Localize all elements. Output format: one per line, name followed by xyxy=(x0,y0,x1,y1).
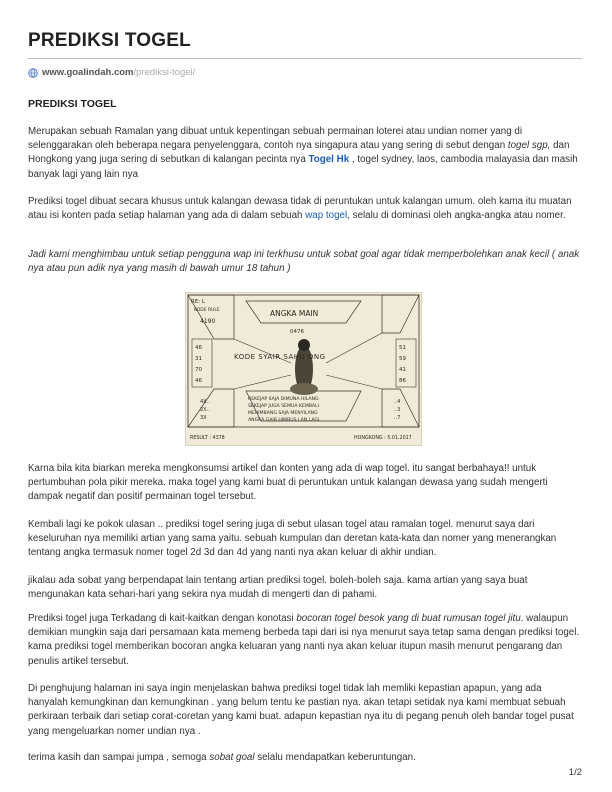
paragraph-9-text-b: selalu mendapatkan keberuntungan. xyxy=(254,752,416,763)
figure-bottom-left-1: 4X.. xyxy=(200,399,210,405)
paragraph-8: Di penghujung halaman ini saya ingin menjelaskan bahwa prediksi togel tidak lah memliki kepastian apapun, yang ada hanyalah kemungkinan dan kemungkinan . yang belum tentu ke pastian nya. akan tetapi setidak nya kami membuat sebuah perkiraan terbaik dari setiap corat-coretan yang kami buat. adapun kepastian nya itu di pegang penuh oleh bandar togel pusat yang mengeluarkan nomer undian nya . xyxy=(28,683,574,737)
paragraph-7-text-b: . walaupun demikian mungkin saja dari persamaan kata memeng berbeda tapi dari isi nya menurut saya tetap sama dengan prediksi togel. kama prediksi togel memberikan bocoran angka keluaran yang nanti nya akan keluar itupun masih menurut pengarang dan penulis artikel tersebut. xyxy=(28,613,580,667)
paragraph-3 xyxy=(28,248,582,276)
figure-bottom-right-1: ..4 xyxy=(394,399,401,405)
figure-left-num-2: 31 xyxy=(195,356,202,362)
togel-hk-link[interactable]: Togel Hk xyxy=(308,154,350,166)
article-heading: PREDIKSI TOGEL xyxy=(28,98,117,110)
figure-poem-line-2: SEKEJAP JUGA SEMUA KEMBALI xyxy=(248,404,320,409)
figure-bottom-left-2: 2X.. xyxy=(200,407,210,413)
page-title: PREDIKSI TOGEL xyxy=(28,30,191,51)
paragraph-6: jikalau ada sobat yang berpendapat lain tentang artian prediksi togel. boleh-boleh saja. kama artian yang saya buat mengunakan kata sehari-hari yang sekira nya mudah di mengerti dan di pahami. xyxy=(28,575,528,601)
paragraph-2 xyxy=(28,195,582,223)
paragraph-2-text-b: , selalu di dominasi oleh angka-angka atau nomer. xyxy=(347,210,566,222)
paragraph-7-text-a: Prediksi togel juga Terkadang di kait-kaitkan dengan konotasi xyxy=(28,613,297,624)
figure-right-num-2: 59 xyxy=(399,356,406,362)
paragraph-5: Kembali lagi ke pokok ulasan .. prediksi togel sering juga di sebut ulasan togel atau ramalan togel. menurut saya dari keseluruhan nya memiliki artian yang sama yaitu. sebuah kumpulan dan deretan kata-kata dan nomer yang menerangkan tentang angka termasuk nomer togel 2d 3d dan 4d yang nanti nya akan keluar di akhir undian. xyxy=(28,519,557,559)
paragraph-9-text-a: terima kasih dan sampai jumpa , semoga xyxy=(28,752,210,763)
paragraph-1-emphasis: togel sgp, xyxy=(507,140,551,152)
figure-footer-right: HONGKONG : 5.01.2017 xyxy=(354,436,412,441)
figure-bottom-left-3: 3X xyxy=(200,415,207,421)
figure-left-num-1: 46 xyxy=(195,345,202,351)
figure-center-text: KODE SYAIR SAHU ONG xyxy=(234,353,326,361)
source-domain[interactable]: www.goalindah.com xyxy=(42,67,134,78)
figure-right-num-4: 86 xyxy=(399,378,406,384)
figure-footer-left: RESULT : 4378 xyxy=(190,436,225,441)
paragraph-1 xyxy=(28,125,582,182)
paragraph-1-text-a: Merupakan sebuah Ramalan yang dibuat untuk kepentingan sebuah permainan loterei atau undian nomer yang di selenggarakan oleh beberapa negara penyelenggara, contoh nya singapura atau yang sering di sebut dengan xyxy=(28,126,522,152)
globe-icon xyxy=(28,68,38,78)
figure-poem-line-3: MENIMBANG SAJA MENYILANG xyxy=(248,411,318,416)
figure-label-left-sub: KODE RULE xyxy=(194,308,220,313)
paragraph-1-text-b: dan Hongkong yang juga sering di sebutkan di kalangan pecinta nya xyxy=(28,140,570,166)
prediction-chart-drawing xyxy=(186,293,421,445)
figure-right-num-3: 41 xyxy=(399,367,406,373)
figure-banner-num: 0476 xyxy=(290,329,304,335)
source-path[interactable]: /prediksi-togel/ xyxy=(133,67,196,78)
page-number: 1/2 xyxy=(568,767,582,778)
paragraph-7-emphasis: bocoran togel besok yang di buat rumusan togel jitu xyxy=(296,613,521,624)
figure-bottom-right-2: ..3 xyxy=(394,407,401,413)
title-divider xyxy=(28,58,582,59)
paragraph-9-emphasis: sobat goal xyxy=(209,752,255,763)
prediction-chart-image xyxy=(185,292,422,446)
paragraph-3-italic: Jadi kami menghimbau untuk setiap pengguna wap ini terkhusu untuk sobat goal agar tidak memperbolehkan anak kecil ( anak nya atau pun adik nya yang masih di bawah umur 18 tahun ) xyxy=(28,249,580,275)
paragraph-1-text-c: , togel sydney, laos, cambodia malayasia dan masih banyak lagi yang lain nya xyxy=(28,154,578,180)
figure-bottom-right-3: ..7 xyxy=(394,415,401,421)
figure-label-left-top: RE: L xyxy=(191,299,205,305)
figure-banner: ANGKA MAIN xyxy=(270,309,319,318)
paragraph-2-text-a: Prediksi togel dibuat secara khusus untuk kalangan dewasa tidak di peruntukan untuk kalangan umum. oleh kama itu muatan atau isi konten pada setiap halaman yang ada di dalam sebuah xyxy=(28,196,572,222)
figure-label-left-num: 4190 xyxy=(200,318,216,325)
wap-togel-link[interactable]: wap togel xyxy=(305,210,348,222)
figure-poem-line-4: ANGKA GAIB HIMBUS LAN LAGI xyxy=(248,418,320,423)
figure-right-num-1: 51 xyxy=(399,345,406,351)
figure-left-num-4: 46 xyxy=(195,378,202,384)
figure-left-num-3: 70 xyxy=(195,367,202,373)
paragraph-4: Karna bila kita biarkan mereka mengkonsumsi artikel dan konten yang ada di wap togel. itu sangat berbahaya!! untuk pertumbuhan pola pikir mereka. maka togel yang kami buat di peruntukan untuk kalangan dewasa yang sudah mengerti dampak negatif dan positif permainan togel tersebut. xyxy=(28,463,548,503)
paragraph-9 xyxy=(28,751,582,765)
source-url[interactable] xyxy=(28,67,195,78)
paragraph-7 xyxy=(28,612,582,669)
figure-poem-line-1: REKEJAP SAJA DIMUNA HILANG xyxy=(248,397,319,402)
